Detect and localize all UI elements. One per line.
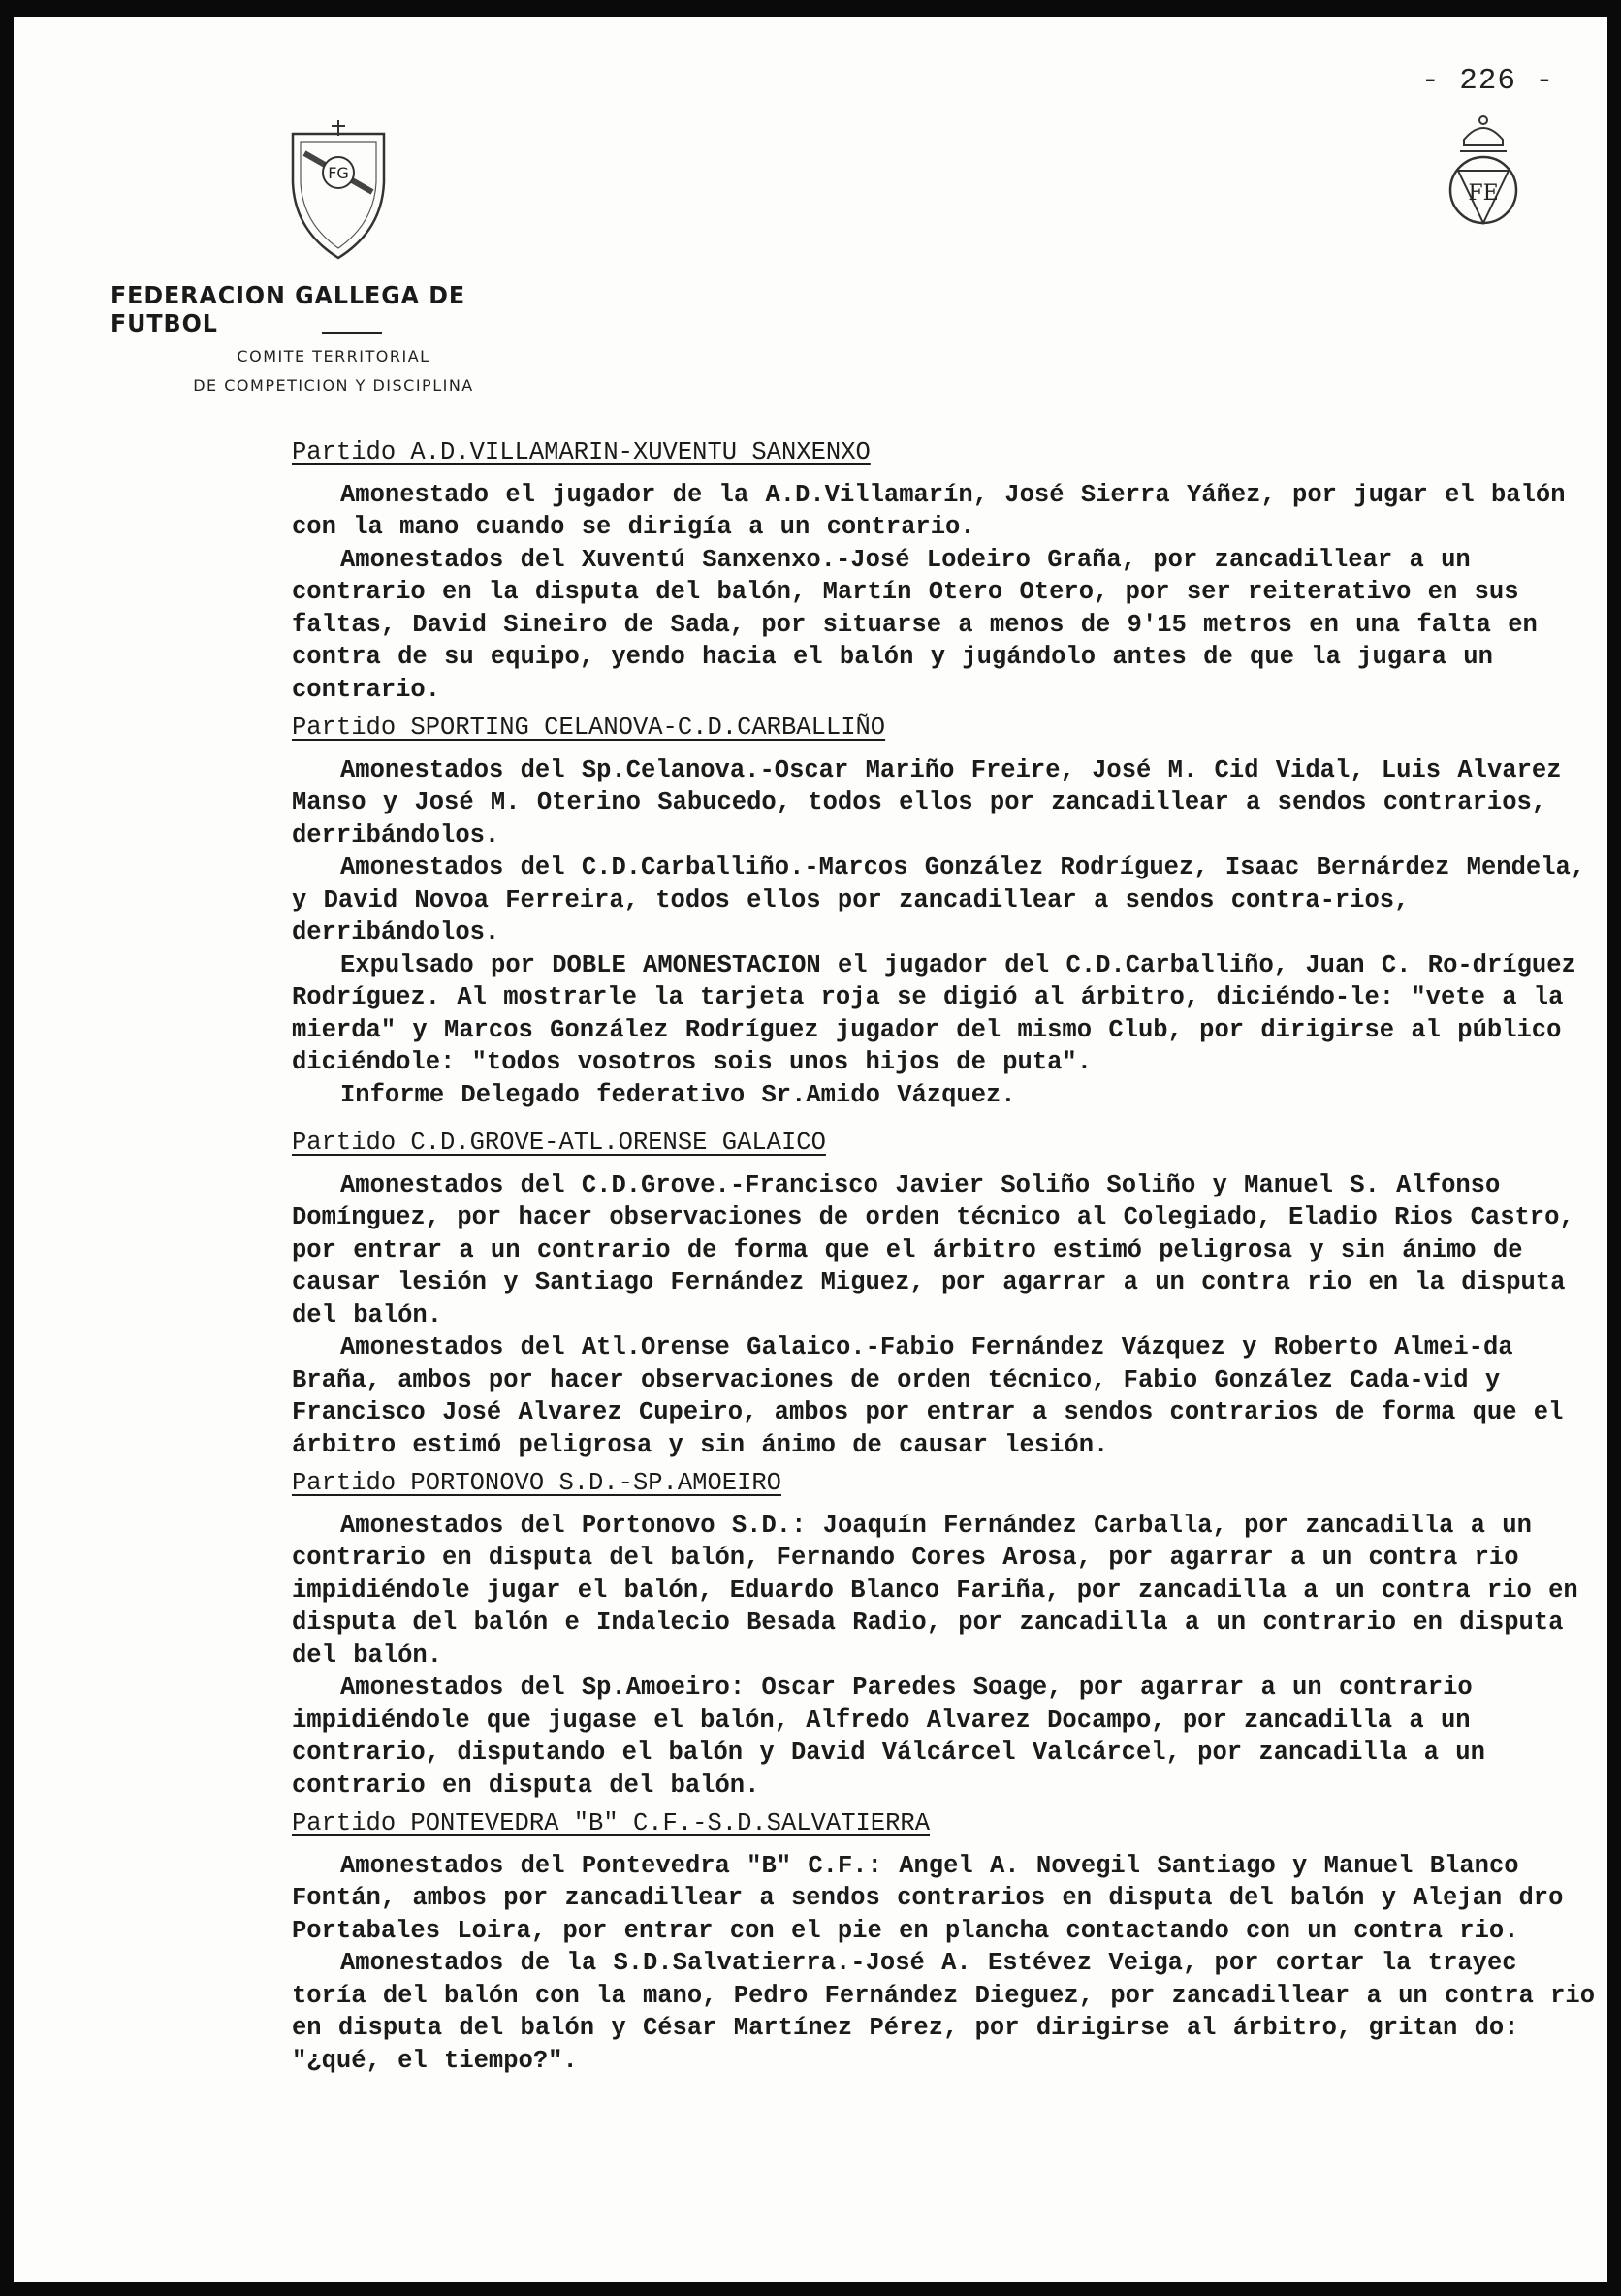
federation-name: FEDERACION GALLEGA DE FUTBOL [111,281,466,337]
paragraph: Amonestados del C.D.Grove.-Francisco Javier Soliño Soliño y Manuel S. Alfonso Domínguez, por hacer observaciones de orden técnico al Colegiado, Eladio Rios Castro, por entrar a un contrario de forma que el árbitro estimó peligrosa y sin ánimo de causar lesión y Santiago Fernández Miguez, por agarrar a un contra rio en la disputa del balón. [292,1170,1574,1329]
match-title: Partido PORTONOVO S.D.-SP.AMOEIRO [292,1469,781,1497]
paragraph: Amonestados del Atl.Orense Galaico.-Fabio Fernández Vázquez y Roberto Almei-da Braña, ambos por hacer observaciones de orden técnico, Fabio González Cada-vid y Francisco José Alvarez Cupeiro, ambos por entrar a sendos contrarios de forma que el árbitro estimó peligrosa y sin ánimo de causar lesión. [292,1333,1564,1459]
shield-emblem-icon [285,114,392,260]
document-page [14,17,1607,2282]
paragraph: Amonestados del Sp.Celanova.-Oscar Mariño Freire, José M. Cid Vidal, Luis Alvarez Manso y José M. Oterino Sabucedo, todos ellos por zancadillear a sendos contrarios, derribándolos. [292,755,1562,849]
paragraph: Amonestado el jugador de la A.D.Villamarín, José Sierra Yáñez, por jugar el balón con la mano cuando se dirigía a un contrario. [292,480,1566,541]
paragraph: Amonestados del Sp.Amoeiro: Oscar Paredes Soage, por agarrar a un contrario impidiéndole que jugase el balón, Alfredo Alvarez Docampo, por zancadilla a un contrario, disputando el balón y David Válcárcel Valcárcel, por zancadilla a un contrario en disputa del balón. [292,1674,1485,1800]
document-body [292,436,1605,2077]
match-title: Partido PONTEVEDRA "B" C.F.-S.D.SALVATIERRA [292,1809,931,1837]
svg-text:FG: FG [328,164,349,182]
match-section [292,1127,1605,1461]
svg-text:FE: FE [1468,181,1499,206]
match-title: Partido C.D.GROVE-ATL.ORENSE GALAICO [292,1129,826,1157]
page-number: - 226 - [1421,64,1555,98]
crowned-crest-icon [1439,107,1528,250]
paragraph: Expulsado por DOBLE AMONESTACION el jugador del C.D.Carballiño, Juan C. Ro-dríguez Rodríguez. Al mostrarle la tarjeta roja se digió al árbitro, diciéndo-le: "vete a la mierda" y Marcos González Rodríguez jugador del mismo Club, por dirigirse al público diciéndole: "todos vosotros sois unos hijos de puta". [292,950,1576,1076]
paragraph: Amonestados del Pontevedra "B" C.F.: Angel A. Novegil Santiago y Manuel Blanco Fontán, ambos por zancadillear a sendos contrarios en disputa del balón y Alejan dro Portabales Loira, por entrar con el pie en plancha contactando con un contra rio. [292,1851,1564,1945]
match-section [292,1807,1605,2077]
paragraph: Amonestados del Xuventú Sanxenxo.-José Lodeiro Graña, por zancadillear a un contrario en la disputa del balón, Martín Otero Otero, por ser reiterativo en sus faltas, David Sineiro de Sada, por situarse a menos de 9'15 metros en una falta en contra de su equipo, yendo hacia el balón y jugándolo antes de que la jugara un contrario. [292,545,1538,704]
committee-line-2: DE COMPETICION Y DISCIPLINA [193,376,474,395]
header-divider [322,332,382,334]
paragraph: Amonestados del Portonovo S.D.: Joaquín Fernández Carballa, por zancadilla a un contrario en disputa del balón, Fernando Cores Arosa, por agarrar a un contra rio impidiéndole jugar el balón, Eduardo Blanco Fariña, por zancadilla a un contra rio en disputa del balón e Indalecio Besada Radio, por zancadilla a un contrario en disputa del balón. [292,1511,1578,1670]
match-title: Partido A.D.VILLAMARIN-XUVENTU SANXENXO [292,438,871,466]
paragraph: Informe Delegado federativo Sr.Amido Vázquez. [340,1080,1016,1109]
paragraph: Amonestados del C.D.Carballiño.-Marcos González Rodríguez, Isaac Bernárdez Mendela, y David Novoa Ferreira, todos ellos por zancadillear a sendos contra-rios, derribándolos. [292,853,1586,946]
committee-line-1: COMITE TERRITORIAL [237,347,430,366]
match-section [292,712,1605,1111]
paragraph: Amonestados de la S.D.Salvatierra.-José A. Estévez Veiga, por cortar la trayec toría del balón con la mano, Pedro Fernández Dieguez, por zancadillear a un contra rio en disputa del balón y César Martínez Pérez, por dirigirse al árbitro, gritan do: "¿qué, el tiempo?". [292,1949,1596,2075]
match-title: Partido SPORTING CELANOVA-C.D.CARBALLIÑO [292,714,886,742]
match-section [292,1467,1605,1802]
match-section [292,436,1605,706]
